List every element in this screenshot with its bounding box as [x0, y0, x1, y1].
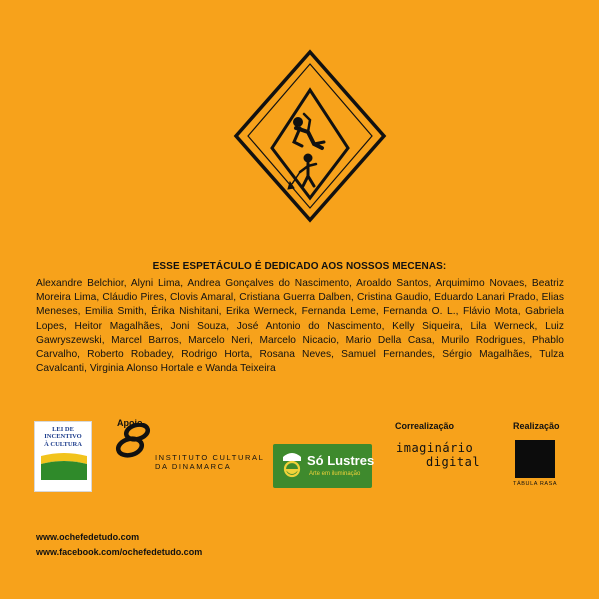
lei-line-1: LEI DE	[52, 426, 74, 433]
apoio-label: Apoio	[117, 418, 143, 428]
tabula-rasa-square	[515, 440, 555, 478]
dedication-title: ESSE ESPETÁCULO É DEDICADO AOS NOSSOS MECENAS:	[152, 261, 447, 272]
correalizacao-label: Correalização	[395, 421, 455, 431]
tabula-rasa-logo	[513, 438, 557, 490]
website-links	[36, 530, 202, 559]
instituto-line-1: INSTITUTO CULTURAL	[155, 453, 265, 462]
worker-figure-icon	[288, 154, 316, 189]
minas-flag-icon	[41, 452, 87, 480]
lamp-icon	[279, 451, 305, 481]
facebook-link[interactable]: www.facebook.com/ochefedetudo.com	[36, 546, 203, 557]
website-link[interactable]: www.ochefedetudo.com	[36, 532, 140, 542]
lei-line-2: INCENTIVO	[44, 433, 82, 441]
so-lustres-logo	[273, 444, 375, 488]
warning-sign-illustration	[230, 48, 390, 224]
imaginario-line-1: imaginário	[396, 441, 474, 455]
realizacao-label: Realização	[513, 421, 560, 431]
patrons-list: Alexandre Belchior, Alyni Lima, Andrea Gonçalves do Nascimento, Aroaldo Santos, Arquimimo Novaes, Beatriz Moreira Lima, Cláudio Pires, Clovis Amaral, Cristiana Guerra Dalben, Cristina Gaudio, Eduardo Lanari Prado, Elias Meneses, Emilia Smith, Érika Nishitani, Erika Werneck, Fernanda Leme, Fernanda O. L., Flávio Mota, Gabriela Lopes, Heitor Magalhães, Joni Souza, José Antonio do Nascimento, Kelly Siqueira, Lila Werneck, Luiz Gawryszewski, Marcel Barros, Marcelo Neri, Marcelo Nicacio, Mario Della Casa, Murilo Rodrigues, Phablo Carvalho, Roberto Robadey, Rodrigo Horta, Rosana Neves, Samuel Fernandes, Sérgio Magalhães, Tulza Cavalcanti, Virginia Alonso Hortale e Wanda Teixeira	[36, 278, 564, 375]
so-lustres-tagline: Arte em iluminação	[309, 471, 361, 477]
instituto-cultural-logo	[115, 423, 275, 471]
tabula-rasa-name: TÁBULA RASA	[513, 481, 558, 487]
so-lustres-name: Só Lustres	[307, 453, 375, 468]
lei-incentivo-logo	[34, 421, 92, 492]
instituto-line-2: DA DINAMARCA	[155, 462, 232, 471]
hanging-figure-icon	[294, 114, 325, 148]
imaginario-digital-logo	[396, 439, 496, 475]
lei-line-3: À CULTURA	[44, 440, 82, 448]
imaginario-line-2: digital	[426, 455, 481, 469]
figure-eight-icon	[115, 423, 155, 459]
